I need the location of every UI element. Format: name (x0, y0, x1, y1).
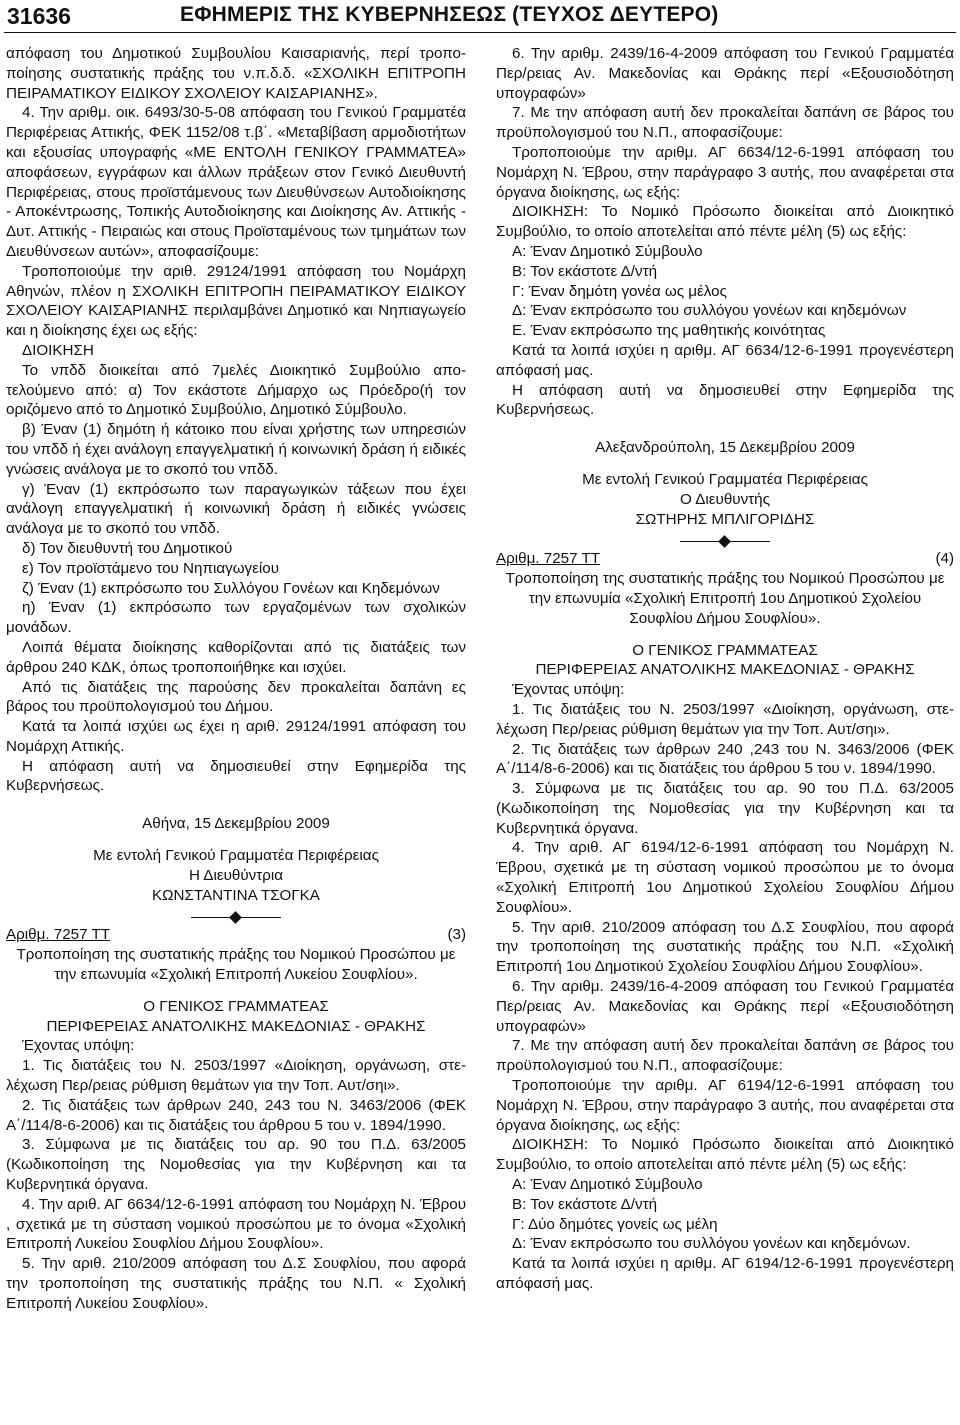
paragraph: Κατά τα λοιπά ισχύει η αριθμ. ΑΓ 6194/12-6-1991 προγενέστερη απόφασή μας. (496, 1255, 954, 1293)
paragraph: ΔΙΟΙΚΗΣΗ: Το Νομικό Πρόσωπο διοικείται από Διοικητικό Συμβούλιο, το οποίο αποτελείται από πέντε μέλη (5) ως εξής: (496, 203, 954, 241)
authority-line: Ο ΓΕΝΙΚΟΣ ΓΡΑΜΜΑΤΕΑΣ (632, 641, 818, 659)
list-item: Β: Τον εκάστοτε Δ/ντή (512, 1195, 658, 1213)
list-item: 1. Τις διατάξεις του Ν. 2503/1997 «Διοίκηση, οργάνωση, στελέχωση Περ/ρειας ρύθμιση θεμάτων για την Τοπ. Αυτ/σηι». (496, 700, 954, 738)
list-item: 7. Με την απόφαση αυτή δεν προκαλείται δαπάνη σε βάρος του προϋπολογισμού του Ν.Π., αποφασίζουμε: (496, 1037, 954, 1075)
paragraph: Κατά τα λοιπά ισχύει ως έχει η αριθ. 29124/1991 απόφαση του Νομάρχη Αττικής. (6, 718, 466, 755)
list-item: Α: Έναν Δημοτικό Σύμβουλο (512, 242, 703, 260)
list-item: Α: Έναν Δημοτικό Σύμβουλο (512, 1176, 703, 1194)
paragraph: ε) Τον προϊστάμενο του Νηπιαγωγείου (22, 559, 280, 577)
list-item: Γ: Δύο δημότες γονείς ως μέλη (512, 1215, 718, 1233)
gazette-title: ΕΦΗΜΕΡΙΣ ΤΗΣ ΚΥΒΕΡΝΗΣΕΩΣ (ΤΕΥΧΟΣ ΔΕΥΤΕΡΟ) (180, 3, 719, 26)
section-heading: ΔΙΟΙΚΗΣΗ (22, 341, 94, 359)
paragraph: Έχοντας υπόψη: (22, 1037, 135, 1055)
list-item: Δ: Έναν εκπρόσωπο του συλλόγου γονέων και κηδεμόνων (512, 302, 907, 320)
list-item: 2. Τις διατάξεις των άρθρων 240 ,243 του Ν. 3463/2006 (ΦΕΚ Α΄/114/8-6-2006) και τις διατάξεις του άρθρου 5 του ν. 1894/1990. (496, 740, 954, 778)
left-column (6, 44, 466, 1314)
list-item: 6. Την αριθμ. 2439/16-4-2009 απόφαση του Γενικού Γραμματέα Περ/ρειας Αν. Μακεδονίας και Θράκης περί «Εξουσιοδότηση υπογραφών» (496, 978, 954, 1035)
page-header (0, 0, 960, 34)
list-item: Ε. Έναν εκπρόσωπο της μαθητικής κοινότητας (512, 322, 826, 340)
paragraph: Κατά τα λοιπά ισχύει η αριθμ. ΑΓ 6634/12-6-1991 προγενέστερη απόφασή μας. (496, 341, 954, 379)
authority-line: Ο ΓΕΝΙΚΟΣ ΓΡΑΜΜΑΤΕΑΣ (143, 997, 329, 1015)
paragraph: Τροποποιούμε την αριθμ. ΑΓ 6194/12-6-1991 απόφαση του Νομάρχη Ν. Έβρου, στην παράγραφο 3 αυτής, που αναφέρεται στα όργανα διοίκησης, ως εξής: (496, 1077, 954, 1134)
decision-number-row (496, 549, 954, 569)
list-item: 7. Με την απόφαση αυτή δεν προκαλείται δαπάνη σε βάρος του προϋπολογισμού του Ν.Π., αποφασίζουμε: (496, 104, 954, 142)
paragraph: ΔΙΟΙΚΗΣΗ: Το Νομικό Πρόσωπο διοικείται από Διοικητικό Συμβούλιο, το οποίο αποτελείται από πέντε μέλη (5) ως εξής: (496, 1136, 954, 1174)
signature-place-date: Αθήνα, 15 Δεκεμβρίου 2009 (142, 815, 330, 833)
signature-place-date: Αλεξανδρούπολη, 15 Δεκεμβρίου 2009 (595, 439, 855, 457)
list-item: 5. Την αριθ. 210/2009 απόφαση του Δ.Σ Σουφλίου, που αφορά την τροποποίηση της συστατικής πράξης του Ν.Π. «Σχολική Επιτροπή 1ου Δημοτικού Σχολείου Σουφλίου Δήμου Σουφλίου». (496, 918, 954, 976)
list-item: 5. Την αριθ. 210/2009 απόφαση του Δ.Σ Σουφλίου, που αφορά την τροποποίηση της συστατικής πράξης του Ν.Π. « Σχολική Επιτροπή Λυκείου Σουφλίου». (6, 1255, 466, 1312)
list-item: Δ: Έναν εκπρόσωπο του συλλόγου γονέων και κηδεμόνων. (512, 1235, 911, 1253)
paragraph: Τροποποιούμε την αριθ. 29124/1991 απόφαση του Νομάρχη Αθηνών, πλέον η ΣΧΟΛΙΚΗ ΕΠΙΤΡΟΠΗ ΠΕΙΡΑΜΑΤΙΚΟΥ ΕΙΔΙΚΟΥ ΣΧΟΛΕΙΟΥ ΚΑΙΣΑΡΙΑΝΗΣ περιλαμβάνει Δημοτικό και Νηπιαγωγείο και η διοίκησης έχει ως εξής: (6, 262, 466, 340)
authority-line: ΠΕΡΙΦΕΡΕΙΑΣ ΑΝΑΤΟΛΙΚΗΣ ΜΑΚΕΔΟΝΙΑΣ - ΘΡΑΚΗΣ (46, 1017, 426, 1035)
list-item: 3. Σύμφωνα με τις διατάξεις του αρ. 90 του Π.Δ. 63/2005 (Κωδικοποίηση της Νομοθεσίας για την Κυβέρνηση και τα Κυβερνητικά όργανα. (6, 1136, 466, 1194)
paragraph: απόφαση του Δημοτικού Συμβουλίου Καισαριανής, περί τροποποίησης συστατικής πράξης του ν.π.δ.δ. «ΣΧΟΛΙΚΗ ΕΠΙΤΡΟΠΗ ΠΕΙΡΑΜΑΤΙΚΟΥ ΕΙΔΙΚΟΥ ΣΧΟΛΕΙΟΥ ΚΑΙΣΑΡΙΑΝΗΣ». (6, 45, 466, 102)
paragraph: 4. Την αριθμ. οικ. 6493/30-5-08 απόφαση του Γενικού Γραμματέα Περιφέρειας Αττικής, ΦΕΚ 1152/08 τ.β΄. «Μεταβίβαση αρμοδιοτήτων και εξουσίας υπογραφής «ΜΕ ΕΝΤΟΛΗ ΓΕΝΙΚΟΥ ΓΡΑΜΜΑΤΕΑ» αποφάσεων, εγγράφων και άλλων πράξεων στον Γενικό Διευθυντή Περιφέρειας, στους προϊστάμενους των Διευθύνσεων Αυτοδιοίκησης - Αποκέντρωσης, Τοπικής Αυτοδιοίκησης και Διοίκησης Αν. Αττικής - Δυτ. Αττικής - Πειραιώς και στους Προϊσταμένους των τμημάτων των Διευθύνσεων αυτών», αποφασίζουμε: (6, 104, 466, 260)
paragraph: Η απόφαση αυτή να δημοσιευθεί στην Εφημερίδα της Κυβερνήσεως. (496, 381, 954, 419)
paragraph: Έχοντας υπόψη: (512, 681, 625, 699)
list-item: 1. Τις διατάξεις του Ν. 2503/1997 «Διοίκηση, οργάνωση, στελέχωση Περ/ρειας ρύθμιση θεμάτων για την Τοπ. Αυτ/σηι». (6, 1057, 466, 1095)
paragraph: δ) Τον διευθυντή του Δημοτικού (22, 539, 233, 557)
page-number: 31636 (7, 3, 71, 29)
paragraph: η) Έναν (1) εκπρόσωπο των εργαζομένων των σχολικών μονάδων. (6, 599, 466, 637)
paragraph: Το νπδδ διοικείται από 7μελές Διοικητικό Συμβούλιο αποτελούμενο από: α) Τον εκάστοτε Δήμαρχο ως Πρόεδρο(ή τον οριζόμενο από το Δημοτικό Συμβούλιο, Δημοτικό Σύμβουλο. (6, 361, 466, 419)
right-column (496, 44, 954, 1294)
signature-role: Η Διευθύντρια (188, 866, 284, 884)
list-item: 4. Την αριθ. ΑΓ 6634/12-6-1991 απόφαση του Νομάρχη Ν. Έβρου , σχετικά με τη σύσταση νομικού προσώπου με το όνομα «Σχολική Επιτροπή Λυκείου Σουφλίου Δήμου Σουφλίου». (6, 1195, 466, 1253)
separator-diamond (6, 907, 466, 919)
header-rule (4, 32, 956, 33)
signature-name: ΣΩΤΗΡΗΣ ΜΠΛΙΓΟΡΙΔΗΣ (635, 510, 815, 528)
decision-index: (3) (447, 926, 466, 944)
signature-line: Με εντολή Γενικού Γραμματέα Περιφέρειας (93, 847, 379, 865)
list-item: Β: Τον εκάστοτε Δ/ντή (512, 262, 658, 280)
list-item: 3. Σύμφωνα με τις διατάξεις του αρ. 90 του Π.Δ. 63/2005 (Κωδικοποίηση της Νομοθεσίας για την Κυβέρνηση και τα Κυβερνητικά όργανα. (496, 780, 954, 837)
decision-number-row (6, 925, 466, 945)
signature-line: Με εντολή Γενικού Γραμματέα Περιφέρειας (582, 470, 868, 488)
decision-title: Τροποποίηση της συστατικής πράξης του Νομικού Προσώπου με την επωνυμία «Σχολική Επιτροπή 1ου Δημοτικού Σχολείου Σουφλίου Δήμου Σουφλίου». (505, 570, 945, 627)
list-item: 2. Τις διατάξεις των άρθρων 240, 243 του Ν. 3463/2006 (ΦΕΚ Α΄/114/8-6-2006) και τις διατάξεις του άρθρου 5 του ν. 1894/1990. (6, 1096, 466, 1134)
paragraph: Η απόφαση αυτή να δημοσιευθεί στην Εφημερίδα της Κυβερνήσεως. (6, 757, 466, 795)
paragraph: Τροποποιούμε την αριθμ. ΑΓ 6634/12-6-1991 απόφαση του Νομάρχη Ν. Έβρου, στην παράγραφο 3 αυτής, που αναφέρεται στα όργανα διοίκησης, ως εξής: (496, 143, 954, 201)
paragraph: Λοιπά θέματα διοίκησης καθορίζονται από τις διατάξεις των άρθρου 240 ΚΔΚ, όπως τροποποιήθηκε και ισχύει. (6, 638, 466, 676)
authority-line: ΠΕΡΙΦΕΡΕΙΑΣ ΑΝΑΤΟΛΙΚΗΣ ΜΑΚΕΔΟΝΙΑΣ - ΘΡΑΚΗΣ (535, 661, 915, 679)
separator-diamond (496, 531, 954, 543)
list-item: 6. Την αριθμ. 2439/16-4-2009 απόφαση του Γενικού Γραμματέα Περ/ρειας Αν. Μακεδονίας και Θράκης περί «Εξουσιοδότηση υπογραφών» (496, 45, 954, 102)
decision-title: Τροποποίηση της συστατικής πράξης του Νομικού Προσώπου με την επωνυμία «Σχολική Επιτροπή Λυκείου Σουφλίου». (16, 946, 456, 984)
signature-name: ΚΩΝΣΤΑΝΤΙΝΑ ΤΣΟΓΚΑ (152, 886, 320, 904)
decision-number: Αριθμ. 7257 ΤΤ (6, 926, 111, 944)
list-item: 4. Την αριθ. ΑΓ 6194/12-6-1991 απόφαση του Νομάρχη Ν. Έβρου, σχετικά με τη σύσταση νομικού προσώπου με το όνομα «Σχολική Επιτροπή 1ου Δημοτικού Σχολείου Σουφλίου Δήμου Σουφλίου». (496, 839, 954, 916)
list-item: Γ: Έναν δημότη γονέα ως μέλος (512, 282, 727, 300)
paragraph: β) Έναν (1) δημότη ή κάτοικο που είναι χρήστης των υπηρεσιών του νπδδ ή έχει ανάλογη επαγγελματική ή κοινωνική δράση ή ειδικές γνώσεις ανάλογα με το σκοπό του νπδδ. (6, 421, 466, 478)
paragraph: Από τις διατάξεις της παρούσης δεν προκαλείται δαπάνη ες βάρος του προϋπολογισμού του Δήμου. (6, 678, 466, 716)
decision-index: (4) (935, 550, 954, 568)
decision-number: Αριθμ. 7257 ΤΤ (496, 550, 601, 568)
paragraph: γ) Έναν (1) εκπρόσωπο των παραγωγικών τάξεων που έχει ανάλογη επαγγελματική ή κοινωνική δράση ή ειδικές γνώσεις ανάλογα με το σκοπό του νπδδ. (6, 480, 466, 538)
paragraph: ζ) Έναν (1) εκπρόσωπο του Συλλόγου Γονέων και Κηδεμόνων (22, 579, 440, 597)
signature-role: Ο Διευθυντής (680, 490, 770, 508)
